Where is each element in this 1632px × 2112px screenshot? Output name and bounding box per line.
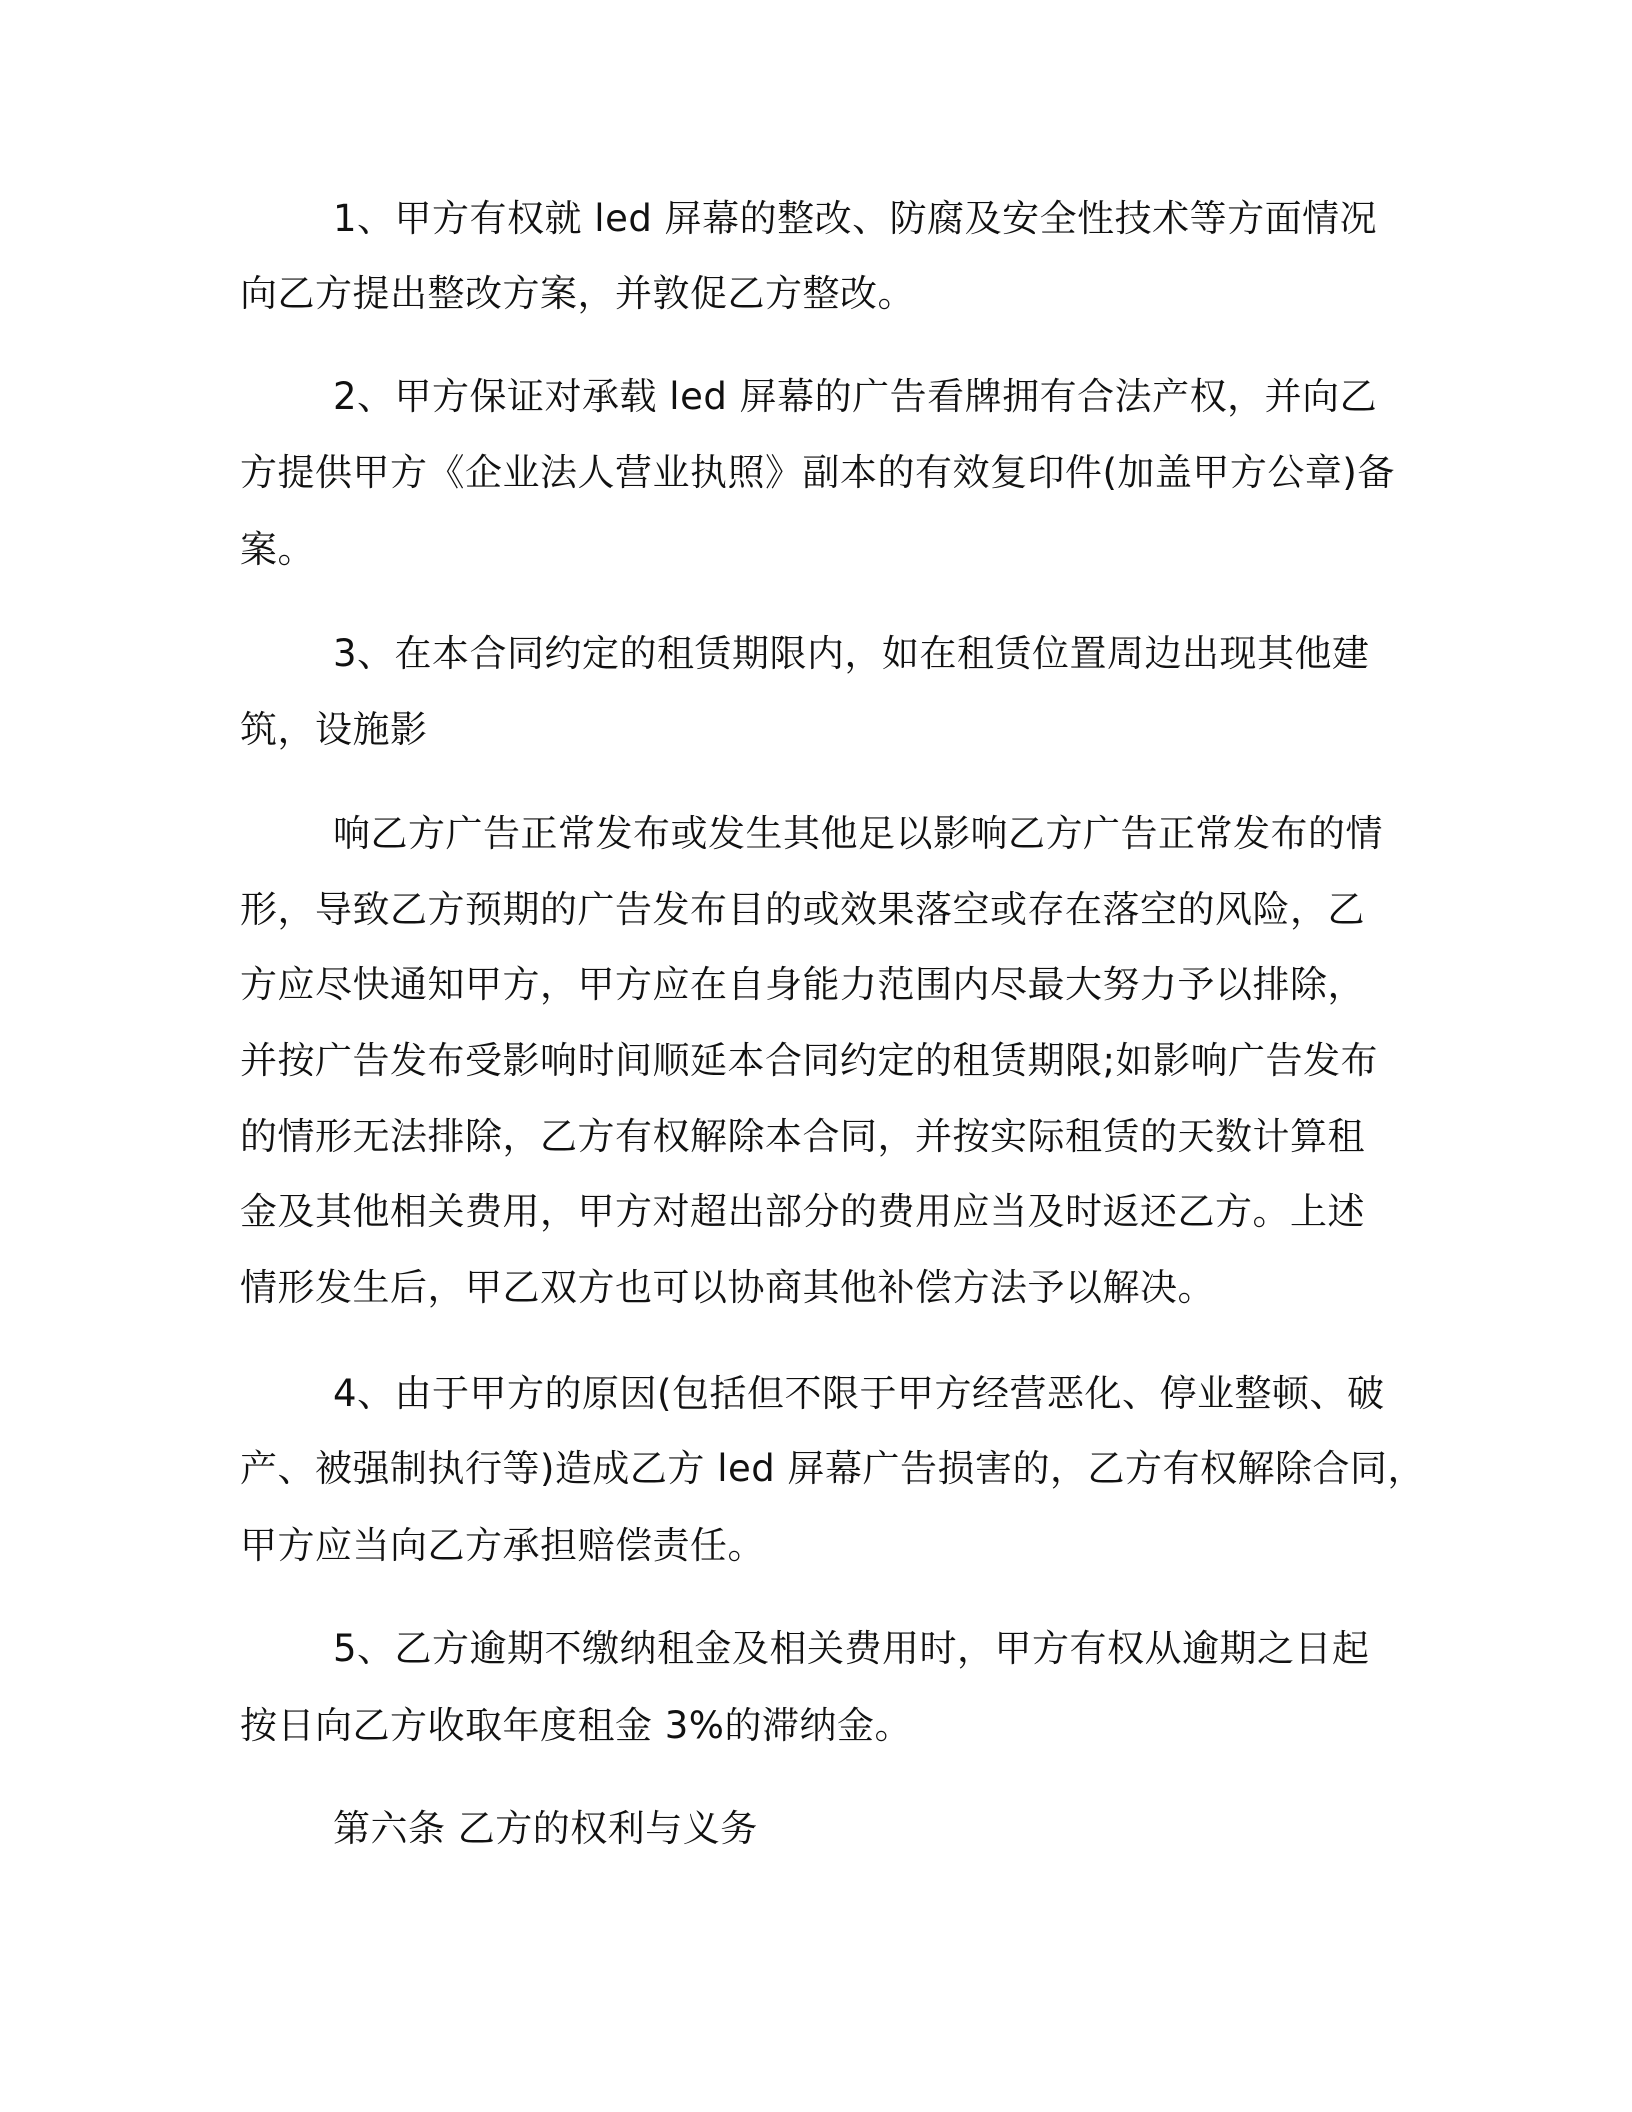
clause-3-cont-line-4: 并按广告发布受影响时间顺延本合同约定的租赁期限;如影响广告发布 — [240, 1039, 1378, 1082]
clause-5-line-1: 5、乙方逾期不缴纳租金及相关费用时，甲方有权从逾期之日起 — [333, 1627, 1370, 1670]
clause-3-cont-line-3: 方应尽快通知甲方，甲方应在自身能力范围内尽最大努力予以排除， — [240, 963, 1365, 1006]
clause-2-line-1: 2、甲方保证对承载 led 屏幕的广告看牌拥有合法产权，并向乙 — [333, 375, 1378, 418]
clause-3-cont-line-7: 情形发生后，甲乙双方也可以协商其他补偿方法予以解决。 — [240, 1266, 1215, 1309]
clause-1-line-1: 1、甲方有权就 led 屏幕的整改、防腐及安全性技术等方面情况 — [333, 197, 1378, 240]
clause-5-line-2: 按日向乙方收取年度租金 3%的滞纳金。 — [240, 1704, 912, 1747]
clause-2-line-2: 方提供甲方《企业法人营业执照》副本的有效复印件(加盖甲方公章)备 — [240, 451, 1395, 494]
clause-2-line-3: 案。 — [240, 528, 315, 571]
section-heading: 第六条 乙方的权利与义务 — [333, 1807, 758, 1850]
clause-3-cont-line-5: 的情形无法排除，乙方有权解除本合同，并按实际租赁的天数计算租 — [240, 1115, 1365, 1158]
clause-4-line-2: 产、被强制执行等)造成乙方 led 屏幕广告损害的，乙方有权解除合同， — [240, 1447, 1425, 1490]
clause-3-line-1: 3、在本合同约定的租赁期限内，如在租赁位置周边出现其他建 — [333, 632, 1370, 675]
clause-1-line-2: 向乙方提出整改方案，并敦促乙方整改。 — [240, 272, 915, 315]
clause-3-cont-line-1: 响乙方广告正常发布或发生其他足以影响乙方广告正常发布的情 — [333, 812, 1383, 855]
clause-3-line-2: 筑，设施影 — [240, 708, 428, 751]
clause-3-cont-line-2: 形，导致乙方预期的广告发布目的或效果落空或存在落空的风险，乙 — [240, 888, 1365, 931]
clause-4-line-1: 4、由于甲方的原因(包括但不限于甲方经营恶化、停业整顿、破 — [333, 1372, 1385, 1415]
clause-3-cont-line-6: 金及其他相关费用，甲方对超出部分的费用应当及时返还乙方。上述 — [240, 1190, 1365, 1233]
clause-4-line-3: 甲方应当向乙方承担赔偿责任。 — [240, 1524, 765, 1567]
